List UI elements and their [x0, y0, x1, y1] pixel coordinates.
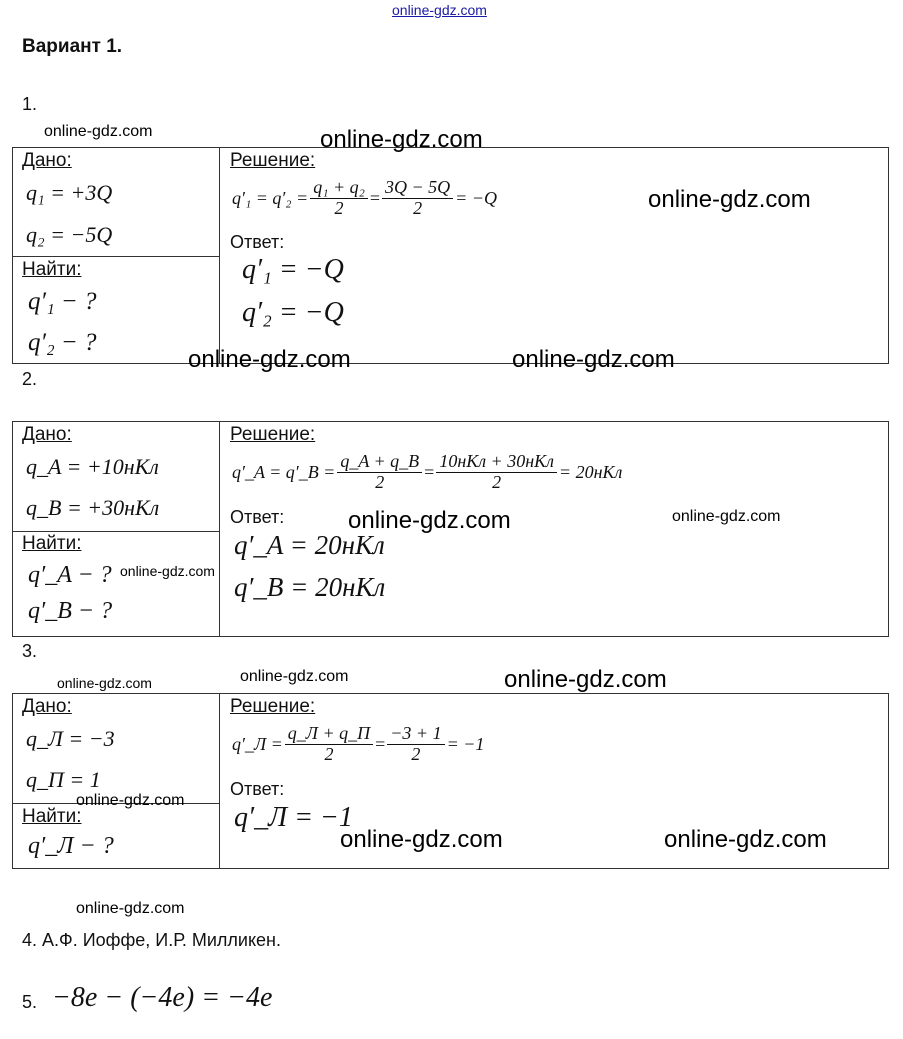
given-label: Дано: [22, 150, 72, 171]
watermark: online-gdz.com [57, 675, 152, 691]
fraction-1-num: q_A + q_B [337, 452, 422, 473]
find-label: Найти: [22, 259, 82, 280]
problem-2-number: 2. [22, 369, 38, 389]
given-q1: q₁ = +3Q [26, 180, 113, 205]
problem-3-number: 3. [22, 641, 38, 661]
solution-label: Решение: [230, 424, 316, 445]
watermark: online-gdz.com [188, 346, 351, 373]
watermark: online-gdz.com [504, 666, 667, 693]
fraction-2-num: 10нКл + 30нКл [436, 452, 557, 473]
given-label: Дано: [22, 696, 72, 717]
solution-rhs: = −1 [446, 733, 485, 754]
answer-1: q′₁ = −Q [242, 254, 344, 285]
watermark: online-gdz.com [672, 508, 781, 525]
fraction-2-num: 3Q − 5Q [382, 178, 453, 199]
variant-title: Вариант 1. [22, 36, 123, 57]
fraction-1-den: 2 [334, 197, 344, 218]
given-qa: q_A = +10нКл [26, 454, 159, 479]
watermark: online-gdz.com [320, 126, 483, 153]
find-q1: q′₁ − ? [28, 288, 97, 315]
given-qb: q_B = +30нКл [26, 495, 160, 520]
fraction-2 [387, 724, 444, 765]
fraction-2-den: 2 [492, 471, 502, 492]
find-ql: q′_Л − ? [28, 833, 114, 859]
problem-5-expression: −8e − (−4e) = −4e [52, 982, 273, 1013]
watermark: online-gdz.com [120, 563, 215, 579]
watermark: online-gdz.com [648, 186, 811, 213]
watermark: online-gdz.com [76, 792, 185, 809]
fraction-1-den: 2 [375, 471, 385, 492]
fraction-2 [436, 452, 557, 493]
find-label: Найти: [22, 533, 82, 554]
given-q2: q₂ = −5Q [26, 222, 113, 247]
answer-label: Ответ: [230, 779, 285, 799]
fraction-1-den: 2 [324, 743, 334, 764]
answer-label: Ответ: [230, 232, 285, 252]
watermark: online-gdz.com [44, 123, 153, 140]
solution-label: Решение: [230, 150, 316, 171]
watermark: online-gdz.com [512, 346, 675, 373]
solution-rhs: = 20нКл [558, 461, 623, 482]
answer-2: q′_B = 20нКл [234, 572, 386, 602]
solution-label: Решение: [230, 696, 316, 717]
solution-lhs: q′_Л = [232, 733, 283, 754]
fraction-1-num: q₁ + q₂ [310, 178, 368, 199]
watermark: online-gdz.com [240, 668, 349, 685]
watermark: online-gdz.com [348, 507, 511, 534]
solution-rhs: = −Q [455, 187, 497, 208]
fraction-1 [285, 724, 373, 765]
problem-4-text: 4. А.Ф. Иоффе, И.Р. Милликен. [22, 930, 281, 950]
fraction-2-den: 2 [413, 197, 423, 218]
solution-lhs: q′_A = q′_B = [232, 461, 336, 482]
find-qa: q′_A − ? [28, 562, 112, 588]
fraction-1-num: q_Л + q_П [285, 724, 373, 745]
answer-label: Ответ: [230, 507, 285, 527]
watermark: online-gdz.com [76, 900, 185, 917]
solution-equation: q′_Л = $\frac{q\_Л + q\_П}{2}$ = $\frac{-3 + 1}{2}$ = −1 [232, 723, 485, 764]
find-label: Найти: [22, 806, 82, 827]
find-qb: q′_B − ? [28, 598, 113, 624]
fraction-1 [310, 178, 368, 219]
answer-1: q′_Л = −1 [234, 802, 353, 833]
site-link[interactable]: online-gdz.com [392, 2, 487, 18]
watermark: online-gdz.com [664, 826, 827, 853]
given-qp: q_П = 1 [26, 767, 101, 792]
problem-5-number: 5. [22, 992, 38, 1012]
fraction-2 [382, 178, 453, 219]
solution-lhs: q′₁ = q′₂ = [232, 187, 309, 208]
fraction-2-den: 2 [411, 743, 421, 764]
solution-equation: q′₁ = q′₂ = $\frac{\text{q₁ + q₂}}{2}$ = $\frac{3Q - 5Q}{2}$ = −Q [232, 177, 497, 218]
given-label: Дано: [22, 424, 72, 445]
find-q2: q′₂ − ? [28, 329, 97, 356]
answer-1: q′_A = 20нКл [234, 530, 385, 560]
fraction-1 [337, 452, 422, 493]
solution-equation: q′_A = q′_B = $\frac{q\_A + q\_B}{2}$ = $\frac{\text{10нКл + 30нКл}}{2}$ = 20нКл [232, 451, 623, 492]
answer-2: q′₂ = −Q [242, 297, 344, 328]
problem-1-number: 1. [22, 94, 38, 114]
given-ql: q_Л = −3 [26, 726, 115, 751]
fraction-2-num: −3 + 1 [387, 724, 444, 745]
watermark: online-gdz.com [340, 826, 503, 853]
